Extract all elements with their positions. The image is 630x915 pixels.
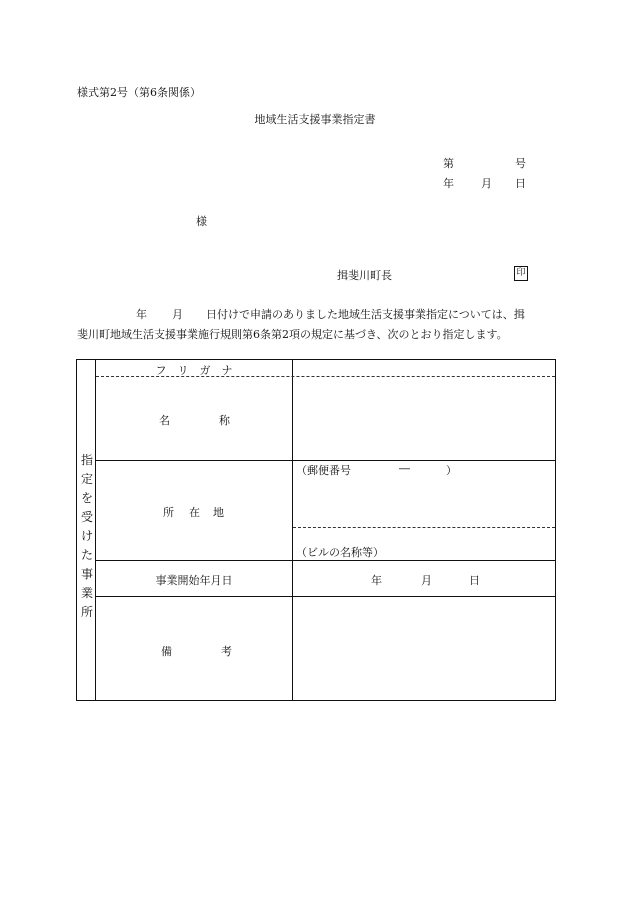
issuer-title: 揖斐川町長: [337, 269, 392, 282]
start-date-row-divider: [96, 596, 555, 597]
address-label-2: 在: [189, 506, 200, 519]
start-date-label: 事業開始年月日: [155, 574, 233, 587]
remarks-label-1: 備: [161, 645, 172, 658]
addressee-honorific: 様: [196, 215, 207, 228]
postal-code-close: ）: [446, 464, 457, 477]
start-date-day: 日: [469, 574, 480, 587]
document-title: 地域生活支援事業指定書: [254, 113, 376, 126]
seal-mark: 印: [514, 266, 528, 281]
designated-office-side-label: 指 定 を 受 け た 事 業 所: [80, 453, 93, 619]
body-year: 年: [136, 308, 147, 321]
body-text-rest: 日付けで申請のありました地域生活支援事業指定については、揖: [206, 308, 525, 321]
number-label: 第: [443, 157, 454, 170]
postal-code-label: （郵便番号: [296, 464, 351, 477]
start-date-year: 年: [371, 574, 382, 587]
remarks-label-2: 考: [221, 645, 232, 658]
issue-date-month: 月: [481, 177, 492, 190]
body-text-line-2: 斐川町地域生活支援事業施行規則第6条第2項の規定に基づき、次のとおり指定します。: [77, 328, 508, 341]
designation-table: [76, 359, 556, 701]
address-label-3: 地: [213, 506, 224, 519]
name-label-1: 名: [159, 414, 170, 427]
start-date-month: 月: [421, 574, 432, 587]
name-row-divider: [96, 460, 555, 461]
issue-date-year: 年: [443, 177, 454, 190]
value-column-divider: [292, 360, 293, 701]
postal-code-dash: ―: [399, 462, 410, 475]
furigana-label: フ リ ガ ナ: [155, 364, 233, 377]
address-label-1: 所: [163, 506, 174, 519]
side-column-divider: [95, 360, 96, 701]
form-number: 様式第2号（第6条関係）: [77, 86, 201, 99]
address-inner-divider: [293, 527, 555, 528]
number-suffix: 号: [515, 157, 526, 170]
body-month: 月: [172, 308, 183, 321]
name-label-2: 称: [219, 414, 230, 427]
address-row-divider: [96, 560, 555, 561]
building-name-label: （ビルの名称等）: [296, 546, 384, 559]
issue-date-day: 日: [515, 177, 526, 190]
